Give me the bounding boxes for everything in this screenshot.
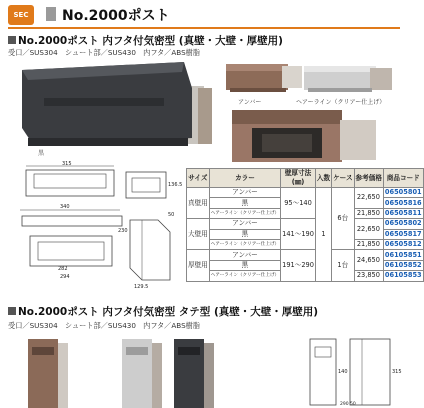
th-wall-unit: (㎜) [291,178,305,186]
cell-color: アンバー [209,188,280,198]
cell-price: 22,650 [354,188,383,209]
cell-price: 22,650 [354,219,383,240]
cell-color: 黒 [209,260,280,270]
cell-case: 1台 [332,250,354,281]
bottom-dim-label-1: 140 [338,369,348,375]
cell-price: 23,850 [354,271,383,281]
section2-title-text: No.2000ポスト 内フタ付気密型 タテ型 (真壁・大壁・厚壁用) [18,306,319,318]
table-row [187,219,424,229]
header-divider-block [46,7,56,21]
cell-size: 真壁用 [187,188,210,219]
th-price: 参考価格 [354,169,383,188]
bottom-dim-label-2: 315 [392,369,402,375]
hairline-label: ヘアーライン（クリアー仕上げ） [296,99,386,106]
cell-code: 06505801 [384,188,422,197]
cell-color: 黒 [209,229,280,239]
table-header-row [187,169,424,188]
cell-color: アンバー [209,250,280,260]
th-box: 入数 [315,169,331,188]
cell-wall: 141～190 [281,219,316,250]
cell-wall: 95～140 [281,188,316,219]
header-rule [8,27,400,29]
table-row [187,188,424,198]
cell-color: ヘアーライン（クリアー仕上げ） [209,271,280,281]
dimension-diagram [8,160,184,290]
th-wall-text: 壁厚寸法 [284,169,312,177]
section1-title-text: No.2000ポスト 内フタ付気密型 (真壁・大壁・厚壁用) [18,35,283,47]
dim-label-top: 315 [62,161,72,167]
black-post-photo [14,58,214,158]
dim-label-side2: 50 [168,212,175,218]
cell-code: 06105852 [384,260,422,269]
cell-code: 06505811 [384,208,422,217]
page-title: No.2000ポスト [62,8,170,24]
th-case: ケース [332,169,354,188]
dim-label-mid: 340 [60,204,70,210]
section-mark-icon [8,36,16,44]
dim-label-bottom2: 294 [60,274,70,280]
section1-title [8,33,283,48]
vertical-posts-photo [10,333,240,408]
dim-label-side: 129.5 [134,284,149,290]
th-size: サイズ [187,169,210,188]
cell-size: 厚壁用 [187,250,210,281]
bottom-dim-label-3: 290 50 [340,402,356,407]
amber-label: アンバー [238,99,262,106]
cell-code: 06505812 [384,240,422,249]
section1-materials: 受口／SUS304 シュート部／SUS430 内フタ／ABS樹脂 [8,48,201,57]
section2-materials: 受口／SUS304 シュート部／SUS430 内フタ／ABS樹脂 [8,321,201,330]
spec-table [186,168,424,282]
open-post-photo [222,106,382,166]
dim-label-right: 136.5 [168,182,183,188]
brand-logo: SEC [8,5,34,25]
cell-color: ヘアーライン（クリアー仕上げ） [209,208,280,218]
cell-price: 21,850 [354,208,383,218]
cell-wall: 191～290 [281,250,316,281]
cell-color: ヘアーライン（クリアー仕上げ） [209,239,280,249]
cell-color: アンバー [209,219,280,229]
dim-label-bottom: 282 [58,266,68,272]
page-header [0,0,408,30]
cell-code: 06505817 [384,229,422,238]
cell-code: 06105853 [384,271,422,280]
th-code: 商品コード [383,169,423,188]
th-color: カラー [209,169,280,188]
dim-label-side3: 230 [118,228,128,234]
cell-code: 06105851 [384,250,422,259]
cell-color: 黒 [209,198,280,208]
section-mark-icon [8,307,16,315]
cell-code: 06505802 [384,219,422,228]
th-wall [281,169,316,188]
black-label: 黒 [38,150,45,157]
section2-title [8,304,318,319]
table-row [187,250,424,260]
cell-size: 大壁用 [187,219,210,250]
cell-price: 24,650 [354,250,383,271]
cell-box: 1 [315,188,331,282]
cell-price: 21,850 [354,239,383,249]
vertical-diagram [300,333,402,408]
cell-case: 6台 [332,188,354,250]
cell-code: 06505816 [384,198,422,207]
